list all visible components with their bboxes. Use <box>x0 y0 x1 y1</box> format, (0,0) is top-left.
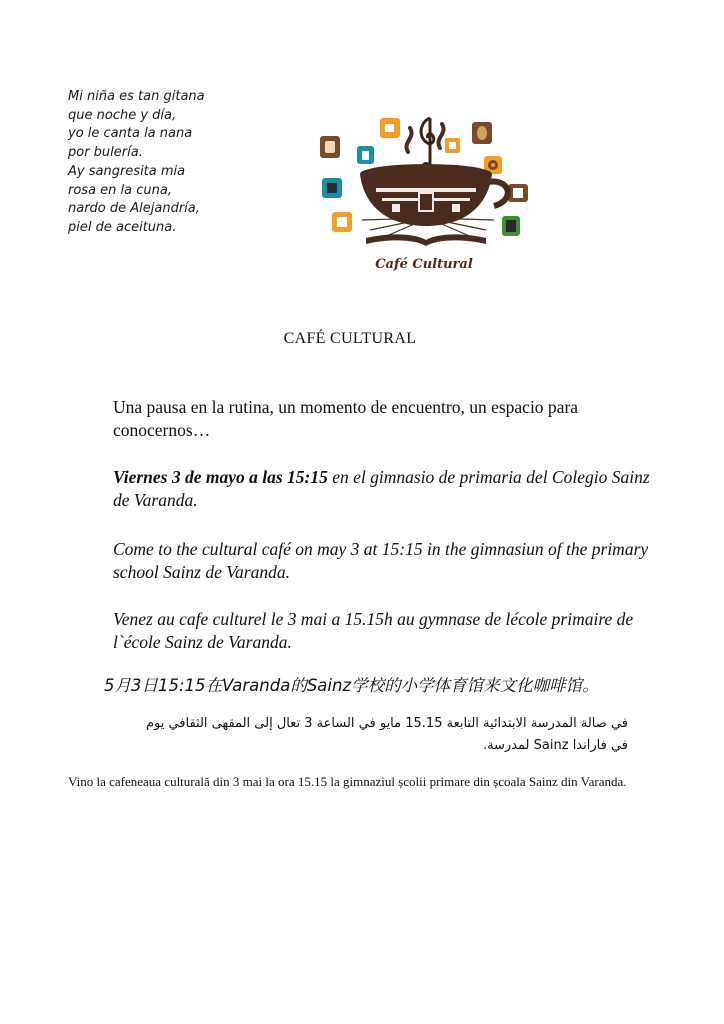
music-note-icon <box>421 118 434 170</box>
poem <box>68 88 298 238</box>
poem-line: Mi niña es tan gitana <box>68 89 205 104</box>
page-title: CAFÉ CULTURAL <box>283 330 417 347</box>
poem-line: yo le canta la nana <box>68 126 193 142</box>
kettle-icon <box>332 212 352 232</box>
poem-line: Ay sangresita mia <box>68 163 186 179</box>
coffee-cup-icon <box>445 138 460 153</box>
english-paragraph: Come to the cultural café on may 3 at 15:15 in the gimnasiun of the primary school Sainz de Varanda. <box>113 539 649 582</box>
cafe-cultural-logo <box>312 108 548 288</box>
event-date-time: Viernes 3 de mayo a las 15:15 <box>113 467 328 487</box>
poem-line: que noche y día, <box>68 107 177 123</box>
coffee-cup-icon <box>380 118 400 138</box>
book-icon <box>502 216 520 236</box>
grinder-icon <box>322 178 342 198</box>
spanish-paragraph <box>113 466 663 512</box>
poem-line: rosa en la cuna, <box>68 182 172 198</box>
coffee-pot-icon <box>320 136 340 158</box>
french-paragraph: Venez au cafe culturel le 3 mai a 15.15h au gymnase de lécole primaire de l`école Sainz de Varanda. <box>113 609 634 652</box>
chinese-paragraph: 5月3日15:15在Varanda的Sainz学校的小学体育馆来文化咖啡馆。 <box>104 676 599 695</box>
logo-text: Café Cultural <box>375 257 473 272</box>
poem-line: por bulería. <box>68 145 143 161</box>
poem-line: piel de aceituna. <box>68 219 177 235</box>
romanian-paragraph: Vino la cafeneaua culturală din 3 mai la ora 15.15 la gimnaziul școlii primare din școala Sainz din Varanda. <box>68 774 627 789</box>
hot-drink-icon <box>357 146 374 164</box>
arabic-line: في صالة المدرسة الابتدائية التابعة 15.15 مايو في الساعة 3 تعال إلى المقهى الثقافي يوم <box>145 716 628 731</box>
arabic-paragraph <box>68 713 628 757</box>
intro-paragraph: Una pausa en la rutina, un momento de encuentro, un espacio para conocernos… <box>113 397 579 440</box>
event-location: en el gimnasio de primaria del Colegio Sainz de Varanda. <box>113 467 650 510</box>
poem-line: nardo de Alejandría, <box>68 201 200 217</box>
arabic-line: في فاراندا Sainz لمدرسة. <box>482 738 628 753</box>
latte-cup-icon <box>508 184 528 202</box>
coffee-bean-icon <box>472 122 492 144</box>
